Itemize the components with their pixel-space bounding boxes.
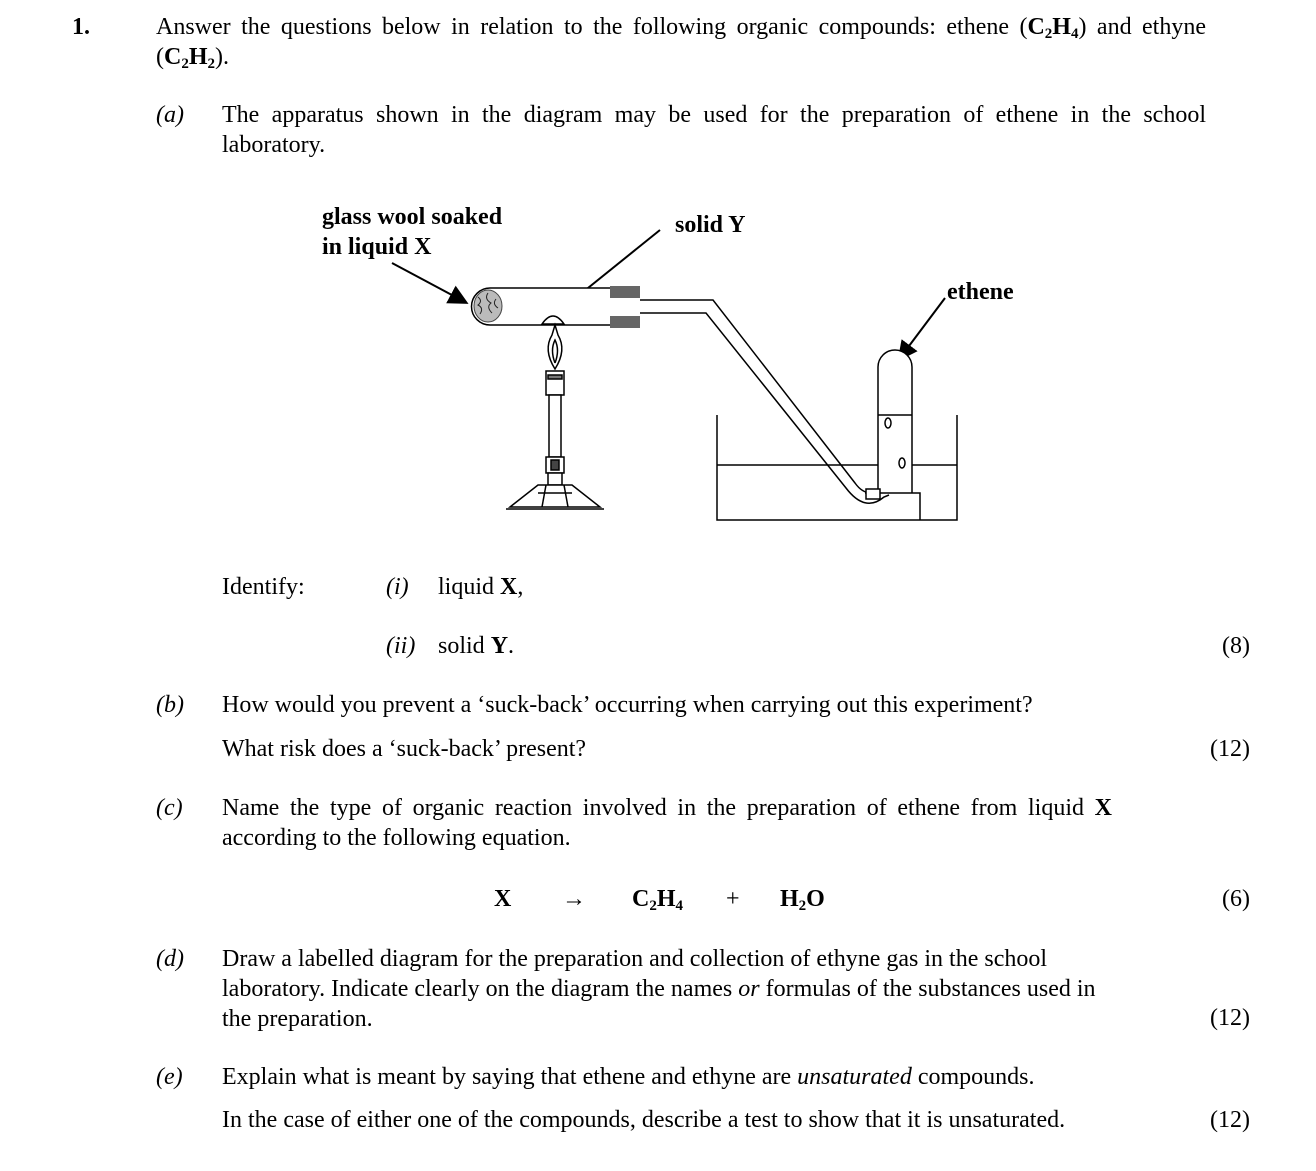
- item-ii-bold: Y: [490, 633, 509, 659]
- apparatus-diagram: [310, 195, 1030, 535]
- equation-plus: +: [726, 886, 740, 912]
- bunsen-burner: [506, 325, 604, 509]
- collection-tube: [865, 350, 920, 520]
- part-d-label: (d): [156, 946, 184, 972]
- p1-h-sub: 4: [675, 898, 684, 914]
- item-i-label: (i): [386, 574, 409, 600]
- ethyne-h: H: [188, 44, 208, 70]
- part-e-line1-a: Explain what is meant by saying that ethene and ethyne are: [222, 1064, 798, 1090]
- part-e-label: (e): [156, 1064, 183, 1090]
- ethyne-h-sub: 2: [207, 56, 216, 72]
- part-e-unsaturated: unsaturated: [797, 1064, 912, 1090]
- intro-text-a: Answer the questions below in relation to the following organic compounds: ethene (: [156, 14, 1028, 40]
- part-b-marks: (12): [1210, 736, 1250, 762]
- ethene-h-sub: 4: [1070, 26, 1079, 42]
- equation-product2: [780, 884, 825, 914]
- delivery-tube: [640, 300, 889, 503]
- question-number: 1.: [72, 14, 90, 40]
- part-a-label: (a): [156, 102, 184, 128]
- ethene-h: H: [1052, 14, 1071, 40]
- ethyne-c-sub: 2: [181, 56, 189, 72]
- ethene-c: C: [1027, 14, 1045, 40]
- apparatus-drawing: [310, 195, 1030, 535]
- item-i-text: [438, 572, 523, 602]
- part-d-marks: (12): [1210, 1005, 1250, 1031]
- part-a-text: The apparatus shown in the diagram may be used for the preparation of ethene in the school laboratory.: [222, 102, 1206, 158]
- water-trough: [717, 415, 957, 520]
- glass-wool: [474, 290, 502, 322]
- part-b-label: (b): [156, 692, 184, 718]
- glass-wool-label-line2: in liquid X: [322, 234, 432, 260]
- solid-y-label: solid Y: [675, 212, 746, 238]
- item-i-word: liquid: [438, 574, 501, 600]
- part-e-line1-b: compounds.: [911, 1064, 1035, 1090]
- glass-wool-label-line1: glass wool soaked: [322, 204, 503, 230]
- intro-text-c: ).: [215, 44, 230, 70]
- ethene-c-sub: 2: [1044, 26, 1053, 42]
- part-b-line1: How would you prevent a ‘suck-back’ occurring when carrying out this experiment?: [222, 692, 1033, 718]
- part-c-text: [222, 793, 1112, 853]
- part-e-line2: In the case of either one of the compounds, describe a test to show that it is unsaturated.: [222, 1107, 1066, 1133]
- ethyne-c: C: [164, 44, 182, 70]
- part-d-text: [222, 944, 1112, 1034]
- item-ii-label: (ii): [386, 633, 416, 659]
- p2-h: H: [780, 886, 799, 912]
- p1-c: C: [632, 886, 650, 912]
- p2-o: O: [806, 886, 825, 912]
- equation-reactant: X: [494, 886, 512, 912]
- item-i-bold: X: [500, 574, 518, 600]
- identify-label: Identify:: [222, 574, 305, 600]
- equation-product1: [632, 884, 683, 914]
- part-b-line2: What risk does a ‘suck-back’ present?: [222, 736, 587, 762]
- part-c-label: (c): [156, 795, 183, 821]
- part-a-marks: (8): [1222, 633, 1250, 659]
- part-c-text-b: according to the following equation.: [222, 825, 571, 851]
- part-c-text-a: Name the type of organic reaction involved in the preparation of ethene from liquid: [222, 795, 1095, 821]
- question-intro: [156, 12, 1206, 72]
- part-d-or: or: [738, 976, 760, 1002]
- ethene-label: ethene: [947, 279, 1014, 305]
- intro-text-b: ) and ethyne (: [156, 14, 1206, 70]
- item-ii-text: [438, 631, 514, 661]
- part-c-marks: (6): [1222, 886, 1250, 912]
- p1-h: H: [656, 886, 676, 912]
- part-c-bold-x: X: [1094, 795, 1112, 821]
- part-d-text-b: formulas of the substances used in the preparation.: [222, 976, 1096, 1032]
- item-ii-word: solid: [438, 633, 491, 659]
- boiling-tube: [472, 288, 611, 325]
- part-d-text-a: Draw a labelled diagram for the preparation and collection of ethyne gas in the school laboratory. Indicate clearly on the diagram the names: [222, 946, 1048, 1002]
- glass-wool-arrow: [392, 263, 465, 302]
- ethene-arrow: [900, 298, 945, 358]
- equation-arrow: →: [562, 886, 586, 912]
- p2-h-sub: 2: [798, 898, 807, 914]
- item-i-end: ,: [517, 574, 524, 600]
- item-ii-end: .: [508, 633, 515, 659]
- part-e-line1: [222, 1062, 1035, 1092]
- p1-c-sub: 2: [649, 898, 657, 914]
- part-e-marks: (12): [1210, 1107, 1250, 1133]
